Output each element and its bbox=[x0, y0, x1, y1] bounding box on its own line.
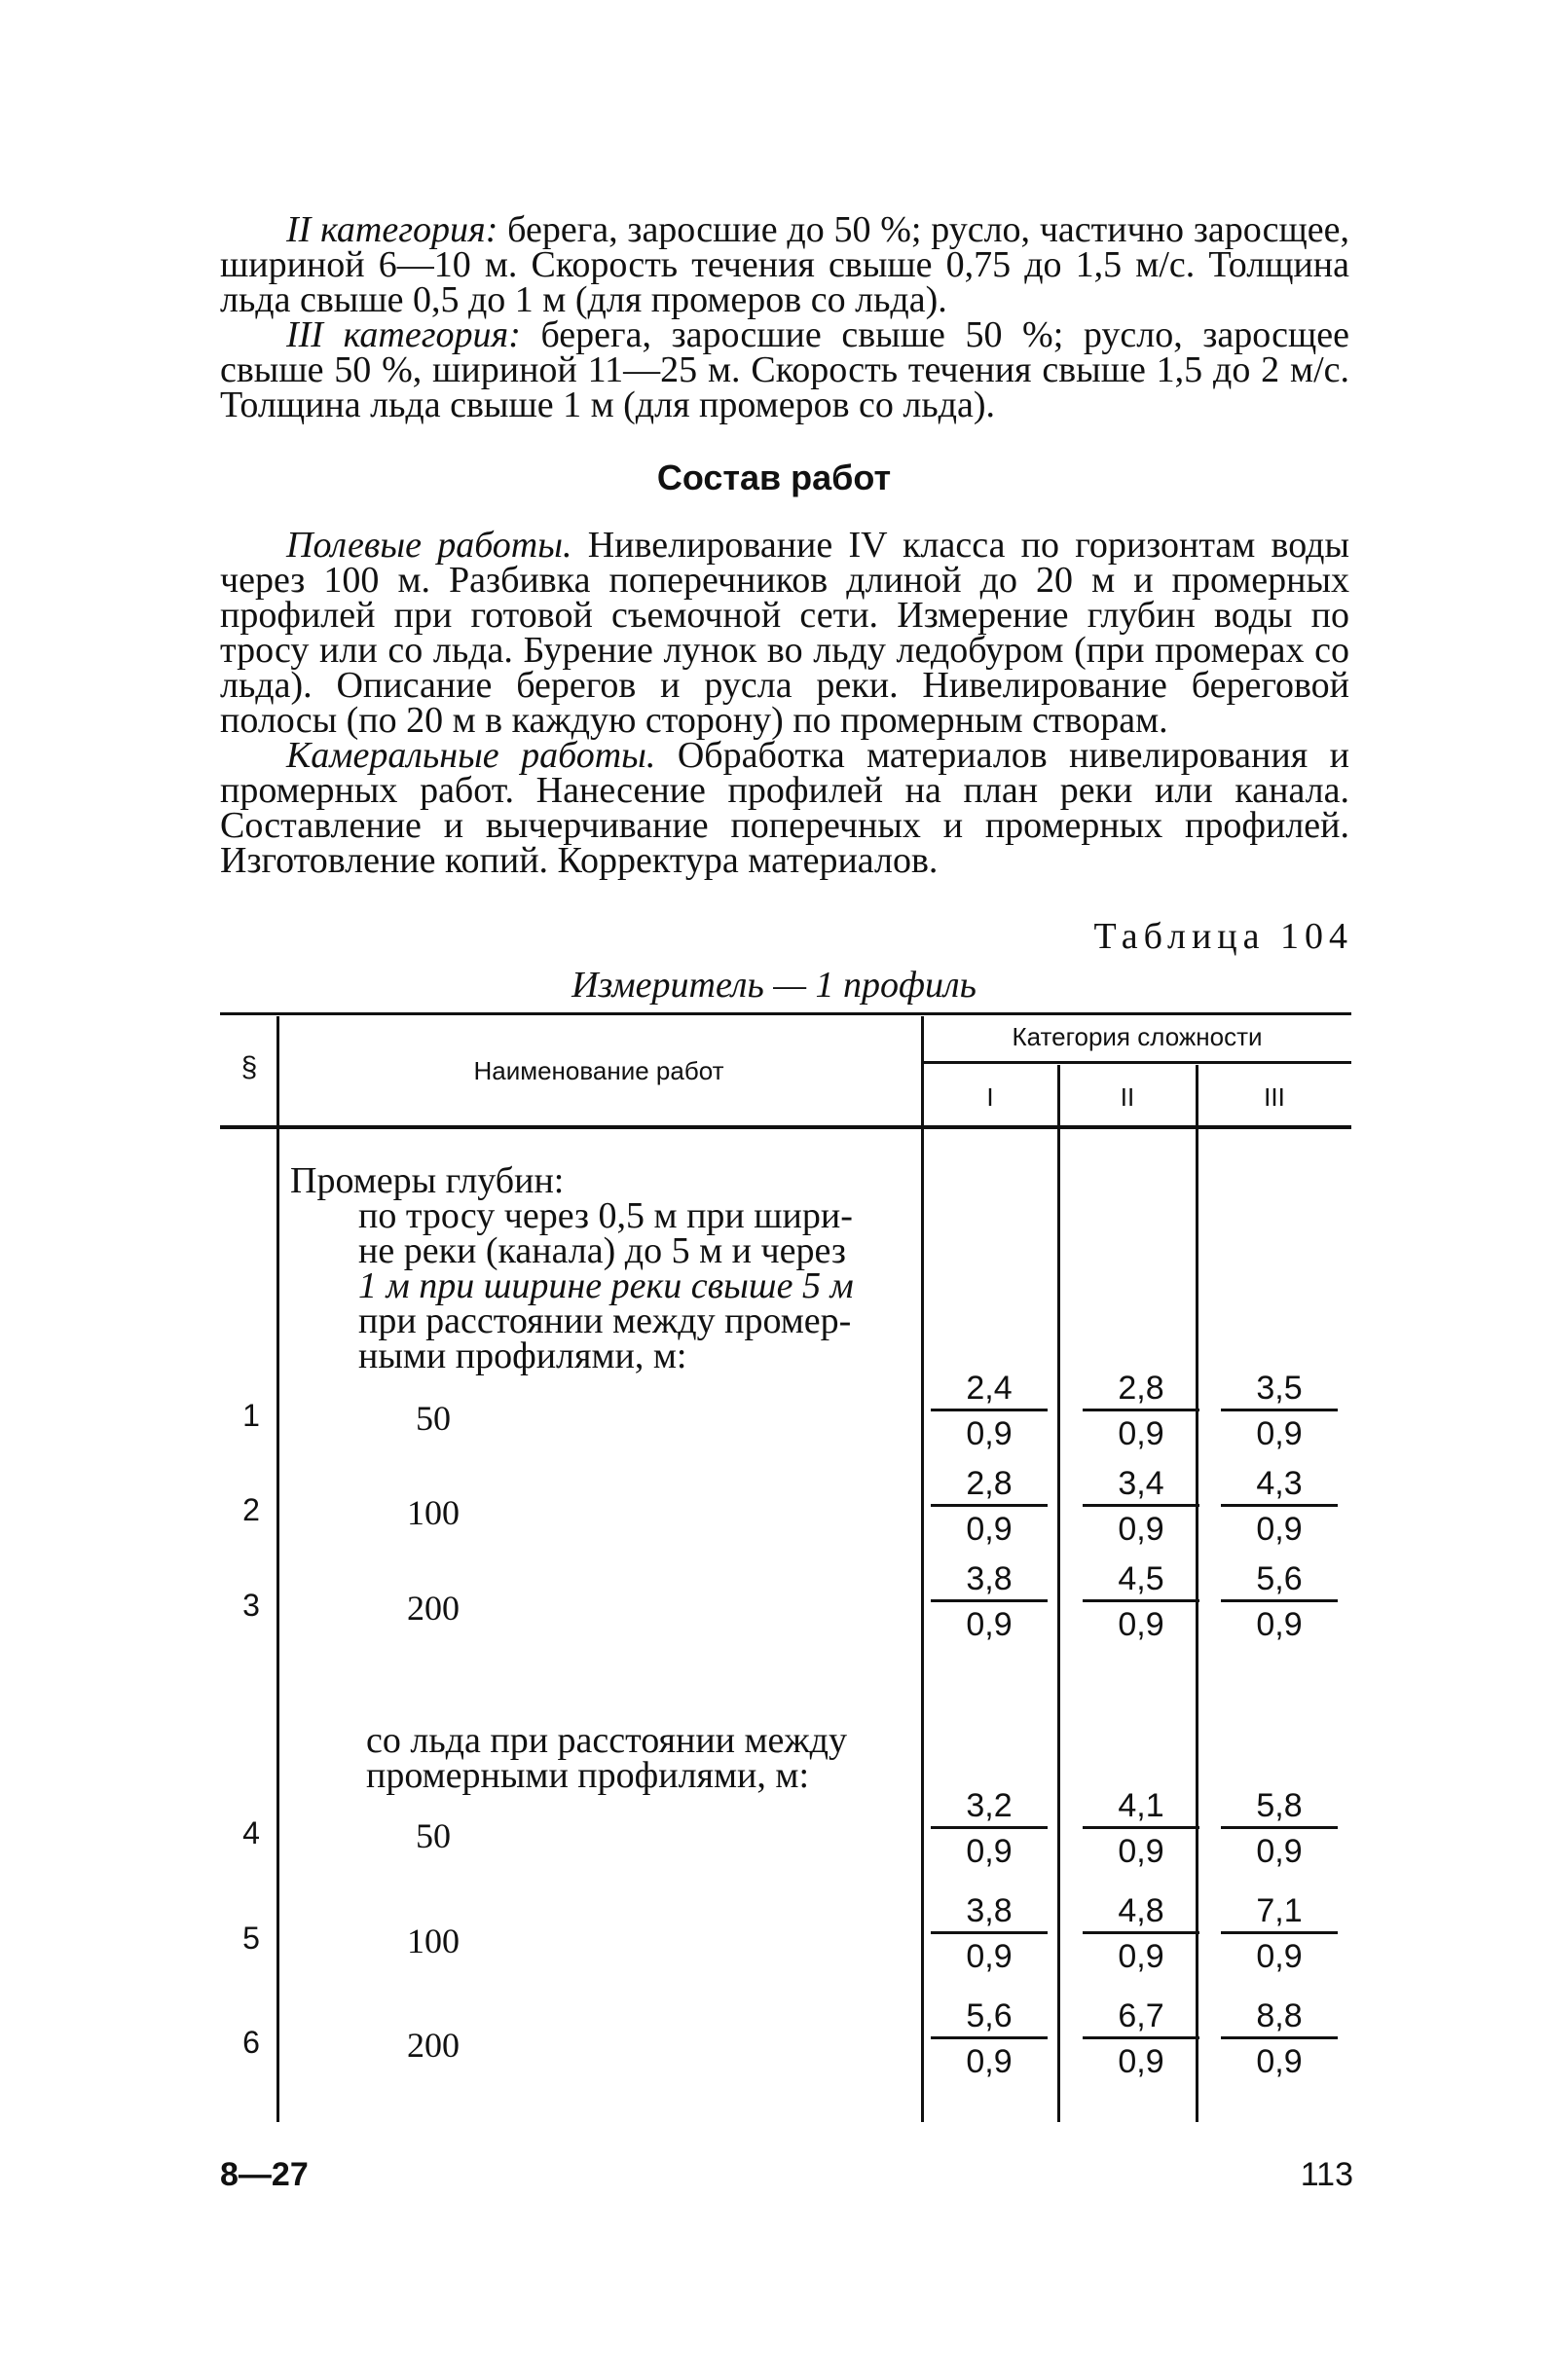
row-5-cat-1-value bbox=[931, 1890, 1048, 1975]
row-6-distance: 200 bbox=[407, 2026, 460, 2065]
row-3-cat-1-value bbox=[931, 1558, 1048, 1643]
field-works-text: Нивелирование IV класса по горизонтам воды через 100 м. Разбивка поперечников длиной до 20 м и промерных профилей при готовой съемочной сети. Измерение глубин воды по тросу или со льда. Бурение лунок во льду ледобуром (при промерах со льда). Описание берегов и русла реки. Нивелирование береговой полосы (по 20 м в каждую сторону) по промерным створам. bbox=[220, 525, 1349, 741]
row-1-cat-1-value bbox=[931, 1368, 1048, 1452]
row-4-cat-3-value bbox=[1221, 1785, 1338, 1870]
category-2-paragraph bbox=[220, 209, 1350, 320]
row-2-cat-1-numerator: 2,8 bbox=[931, 1463, 1048, 1507]
row-6-cat-2-numerator: 6,7 bbox=[1083, 1996, 1199, 2039]
row-4-cat-1-value bbox=[931, 1785, 1048, 1870]
row-1-cat-1-numerator: 2,4 bbox=[931, 1368, 1048, 1411]
category-2-label: II категория: bbox=[286, 209, 498, 250]
header-category: Категория сложности bbox=[1012, 1022, 1263, 1051]
row-3-number: 3 bbox=[242, 1588, 260, 1623]
group-2-line-2: промерными профилями, м: bbox=[366, 1755, 809, 1796]
office-works-paragraph bbox=[220, 735, 1349, 881]
group-1-line-5: ными профилями, м: bbox=[358, 1336, 687, 1376]
row-6-cat-3-value bbox=[1221, 1996, 1338, 2080]
row-5-number: 5 bbox=[242, 1921, 260, 1956]
category-2-text: берега, заросшие до 50 %; русло, частично заросщее, шириной 6—10 м. Скорость течения свыше 0,75 до 1,5 м/с. Толщина льда свыше 0,5 до 1 м (для промеров со льда). bbox=[220, 209, 1350, 320]
row-3-cat-3-denominator: 0,9 bbox=[1256, 1606, 1303, 1643]
category-3-label: III категория: bbox=[286, 314, 521, 355]
field-works-paragraph bbox=[220, 525, 1349, 741]
row-4-cat-3-numerator: 5,8 bbox=[1221, 1785, 1338, 1829]
footer-signature: 8—27 bbox=[220, 2156, 309, 2193]
works-description bbox=[220, 525, 1349, 881]
row-6-cat-2-value bbox=[1083, 1996, 1199, 2080]
group-1-title: Промеры глубин: bbox=[290, 1160, 565, 1201]
row-1-cat-3-denominator: 0,9 bbox=[1256, 1415, 1303, 1452]
row-3-cat-1-denominator: 0,9 bbox=[966, 1606, 1013, 1643]
row-5-cat-2-numerator: 4,8 bbox=[1083, 1890, 1199, 1934]
row-4-cat-1-denominator: 0,9 bbox=[966, 1833, 1013, 1870]
header-work-name: Наименование работ bbox=[473, 1056, 724, 1085]
table-header-rule bbox=[220, 1125, 1351, 1129]
row-3-cat-2-denominator: 0,9 bbox=[1118, 1606, 1164, 1643]
header-cat-3: III bbox=[1264, 1082, 1285, 1112]
row-5-cat-2-value bbox=[1083, 1890, 1199, 1975]
table-number: Таблица 104 bbox=[1093, 916, 1353, 957]
row-4-cat-2-numerator: 4,1 bbox=[1083, 1785, 1199, 1829]
row-6-cat-1-numerator: 5,6 bbox=[931, 1996, 1048, 2039]
row-6-number: 6 bbox=[242, 2025, 260, 2060]
group-1-line-3: 1 м при ширине реки свыше 5 м bbox=[358, 1265, 854, 1306]
row-4-cat-1-numerator: 3,2 bbox=[931, 1785, 1048, 1829]
row-2-cat-2-denominator: 0,9 bbox=[1118, 1511, 1164, 1548]
row-2-cat-2-numerator: 3,4 bbox=[1083, 1463, 1199, 1507]
row-5-cat-1-numerator: 3,8 bbox=[931, 1890, 1048, 1934]
office-works-label: Камеральные работы. bbox=[286, 735, 656, 776]
row-3-cat-3-numerator: 5,6 bbox=[1221, 1558, 1338, 1602]
group-1-line-2: не реки (канала) до 5 м и через bbox=[358, 1230, 846, 1271]
row-1-cat-1-denominator: 0,9 bbox=[966, 1415, 1013, 1452]
row-6-cat-3-numerator: 8,8 bbox=[1221, 1996, 1338, 2039]
row-6-cat-1-value bbox=[931, 1996, 1048, 2080]
row-4-cat-2-value bbox=[1083, 1785, 1199, 1870]
row-1-number: 1 bbox=[242, 1398, 260, 1433]
row-1-cat-2-denominator: 0,9 bbox=[1118, 1415, 1164, 1452]
group-1-line-1: по тросу через 0,5 м при шири- bbox=[358, 1195, 853, 1236]
page-number: 113 bbox=[1300, 2156, 1353, 2193]
column-divider-name bbox=[921, 1016, 924, 2122]
row-1-distance: 50 bbox=[416, 1399, 451, 1438]
table-top-rule bbox=[220, 1012, 1351, 1015]
row-2-number: 2 bbox=[242, 1492, 260, 1527]
row-5-cat-3-denominator: 0,9 bbox=[1256, 1938, 1303, 1975]
row-3-cat-1-numerator: 3,8 bbox=[931, 1558, 1048, 1602]
header-cat-1: I bbox=[986, 1082, 994, 1112]
field-works-label: Полевые работы. bbox=[286, 525, 572, 566]
category-3-paragraph bbox=[220, 314, 1349, 425]
row-5-cat-3-numerator: 7,1 bbox=[1221, 1890, 1338, 1934]
header-paragraph-sign: § bbox=[240, 1051, 258, 1083]
category-3-text: берега, заросшие свыше 50 %; русло, заросщее свыше 50 %, шириной 11—25 м. Скорость течения свыше 1,5 до 2 м/с. Толщина льда свыше 1 м (для промеров со льда). bbox=[220, 314, 1349, 425]
row-3-cat-2-value bbox=[1083, 1558, 1199, 1643]
row-2-cat-2-value bbox=[1083, 1463, 1199, 1548]
section-heading: Состав работ bbox=[656, 458, 892, 497]
row-2-cat-3-value bbox=[1221, 1463, 1338, 1548]
row-1-cat-3-numerator: 3,5 bbox=[1221, 1368, 1338, 1411]
row-2-cat-1-value bbox=[931, 1463, 1048, 1548]
row-6-cat-3-denominator: 0,9 bbox=[1256, 2043, 1303, 2080]
row-1-cat-3-value bbox=[1221, 1368, 1338, 1452]
category-description bbox=[220, 209, 1350, 425]
row-4-distance: 50 bbox=[416, 1816, 451, 1855]
row-5-cat-3-value bbox=[1221, 1890, 1338, 1975]
row-2-cat-3-denominator: 0,9 bbox=[1256, 1511, 1303, 1548]
row-2-cat-1-denominator: 0,9 bbox=[966, 1511, 1013, 1548]
row-2-cat-3-numerator: 4,3 bbox=[1221, 1463, 1338, 1507]
row-5-distance: 100 bbox=[407, 1922, 460, 1960]
row-2-distance: 100 bbox=[407, 1493, 460, 1532]
row-4-cat-3-denominator: 0,9 bbox=[1256, 1833, 1303, 1870]
column-divider-para bbox=[276, 1016, 279, 2122]
group-1-line-4: при расстоянии между промер- bbox=[358, 1300, 852, 1341]
row-1-cat-2-numerator: 2,8 bbox=[1083, 1368, 1199, 1411]
category-sub-rule bbox=[923, 1061, 1351, 1064]
row-4-number: 4 bbox=[242, 1815, 260, 1850]
table-measure: Измеритель — 1 профиль bbox=[571, 965, 977, 1006]
row-5-cat-2-denominator: 0,9 bbox=[1118, 1938, 1164, 1975]
group-2-line-1: со льда при расстоянии между bbox=[366, 1720, 847, 1761]
row-3-cat-3-value bbox=[1221, 1558, 1338, 1643]
row-1-cat-2-value bbox=[1083, 1368, 1199, 1452]
office-works-text: Обработка материалов нивелирования и промерных работ. Нанесение профилей на план реки или канала. Составление и вычерчивание поперечных и промерных профилей. Изготовление копий. Корректура материалов. bbox=[220, 735, 1349, 881]
row-3-distance: 200 bbox=[407, 1589, 460, 1628]
row-4-cat-2-denominator: 0,9 bbox=[1118, 1833, 1164, 1870]
row-6-cat-1-denominator: 0,9 bbox=[966, 2043, 1013, 2080]
row-3-cat-2-numerator: 4,5 bbox=[1083, 1558, 1199, 1602]
column-divider-cat1 bbox=[1057, 1065, 1060, 2122]
row-5-cat-1-denominator: 0,9 bbox=[966, 1938, 1013, 1975]
row-6-cat-2-denominator: 0,9 bbox=[1118, 2043, 1164, 2080]
header-cat-2: II bbox=[1120, 1082, 1135, 1112]
